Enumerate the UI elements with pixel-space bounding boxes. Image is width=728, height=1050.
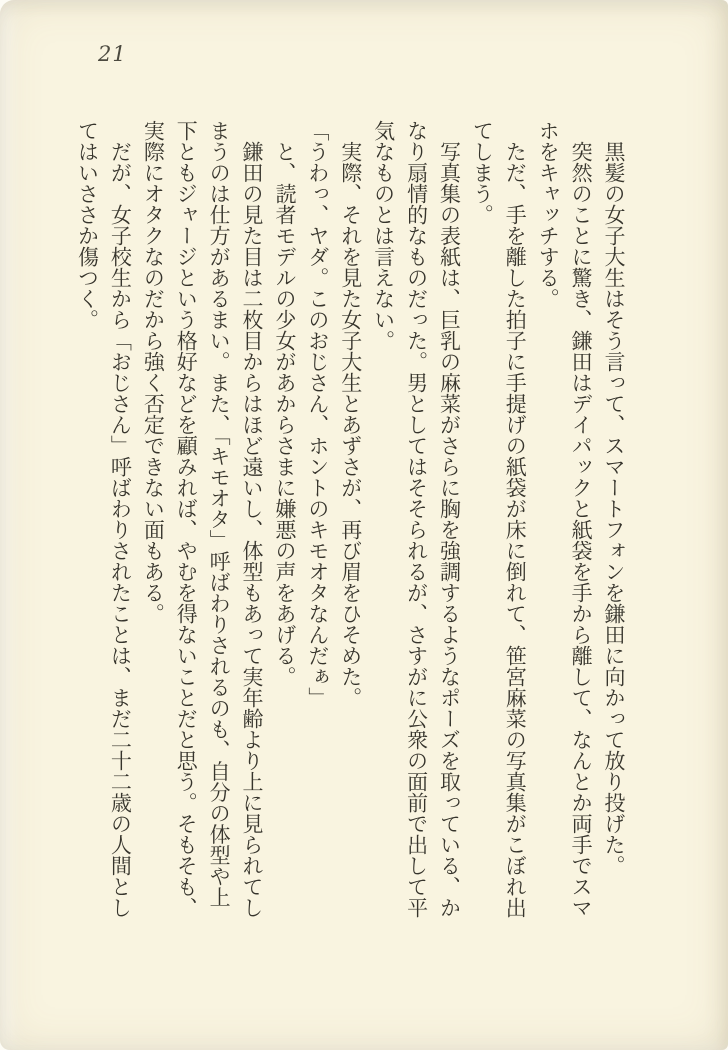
paragraph: 実際、それを見た女子大生とあずさが、再び眉をひそめた。 — [338, 141, 363, 708]
paragraph: 鎌田の見た目は二枚目からはほど遠いし、体型もあって実年齢より上に見られてしまうのは仕方があるまい。また、「キモオタ」呼ばわりされるのも、自分の体型や上下ともジャージという格好などを顧みれば、やむを得ないことだと思う。そもそも、実際にオタクなのだから強く否定できない面もある。 — [141, 120, 265, 918]
paragraph: 写真集の表紙は、巨乳の麻菜がさらに胸を強調するようなポーズを取っている、かなり扇情的なものだった。男としてはそそられるが、さすがに公衆の面前で出して平気なものとは言えない。 — [371, 120, 462, 918]
paragraph: 突然のことに驚き、鎌田はデイパックと紙袋を手から離して、なんとか両手でスマホをキャッチする。 — [536, 120, 594, 918]
body-text-block — [70, 120, 630, 918]
paragraph: ただ、手を離した拍子に手提げの紙袋が床に倒れて、笹宮麻菜の写真集がこぼれ出てしまう。 — [470, 120, 528, 918]
paragraph: 黒髪の女子大生はそう言って、スマートフォンを鎌田に向かって放り投げた。 — [602, 141, 626, 876]
paragraph: と、読者モデルの少女があからさまに嫌悪の声をあげる。 — [272, 141, 297, 687]
page-number: 21 — [98, 42, 127, 66]
paragraph-dialogue: 「うわっ、ヤダ。このおじさん、ホントのキモオタなんだぁ」 — [305, 120, 330, 708]
paragraph: だが、女子校生から「おじさん」呼ばわりされたことは、まだ二十二歳の人間としてはいささか傷つく。 — [75, 120, 133, 918]
